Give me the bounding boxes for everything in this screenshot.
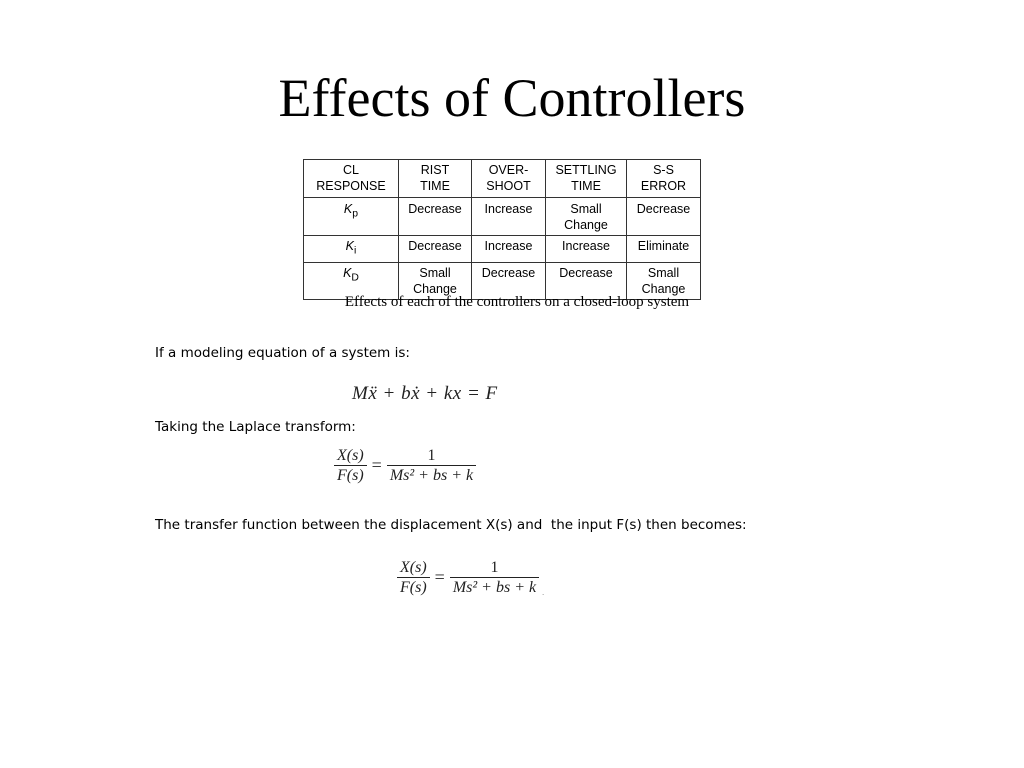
text-transfer-intro: The transfer function between the displacement X(s) and the input F(s) then becomes:: [155, 517, 747, 533]
equals-sign: =: [434, 567, 445, 587]
table-cell: Small Change: [627, 262, 701, 299]
controller-cell: $K_i$: [304, 236, 399, 263]
table-cell: Increase: [472, 236, 546, 263]
table-row: [304, 198, 701, 236]
header-cell: SETTLING TIME: [546, 160, 627, 198]
equation-laplace: [334, 446, 476, 485]
table-cell: Decrease: [546, 262, 627, 299]
table-cell: Decrease: [399, 198, 472, 236]
equation-model: Mẍ + bẋ + kx = F: [352, 383, 498, 404]
equals-sign: =: [371, 455, 382, 475]
fraction-rhs: $\frac{1}{\text{Ms² + bs + k}}$: [450, 558, 539, 597]
controller-effects-table: [303, 159, 701, 300]
table-row: [304, 236, 701, 263]
table-cell: Eliminate: [627, 236, 701, 263]
table-cell: Decrease: [399, 236, 472, 263]
controller-cell: $K_p$: [304, 198, 399, 236]
header-cell: RIST TIME: [399, 160, 472, 198]
header-cell: OVER- SHOOT: [472, 160, 546, 198]
fraction-lhs: $\frac{X(s)}{F(s)}$: [334, 446, 367, 485]
text-modeling-intro: If a modeling equation of a system is:: [155, 345, 410, 361]
table-header-row: [304, 160, 701, 198]
trailing-period: .: [542, 588, 545, 597]
table-caption: Effects of each of the controllers on a closed-loop system: [344, 294, 690, 310]
slide-title: Effects of Controllers: [278, 68, 746, 128]
equation-transfer-function: [397, 558, 544, 597]
table-cell: Small Change: [546, 198, 627, 236]
controller-cell: $K_D$: [304, 262, 399, 299]
table-cell: Increase: [472, 198, 546, 236]
header-cell: S-S ERROR: [627, 160, 701, 198]
fraction-rhs: $\frac{1}{\text{Ms² + bs + k}}$: [387, 446, 476, 485]
fraction-lhs: $\frac{X(s)}{F(s)}$: [397, 558, 430, 597]
header-cell: CL RESPONSE: [304, 160, 399, 198]
table-cell: Decrease: [472, 262, 546, 299]
text-laplace-intro: Taking the Laplace transform:: [155, 419, 356, 435]
table-cell: Increase: [546, 236, 627, 263]
table-cell: Decrease: [627, 198, 701, 236]
table-cell: Small Change: [399, 262, 472, 299]
